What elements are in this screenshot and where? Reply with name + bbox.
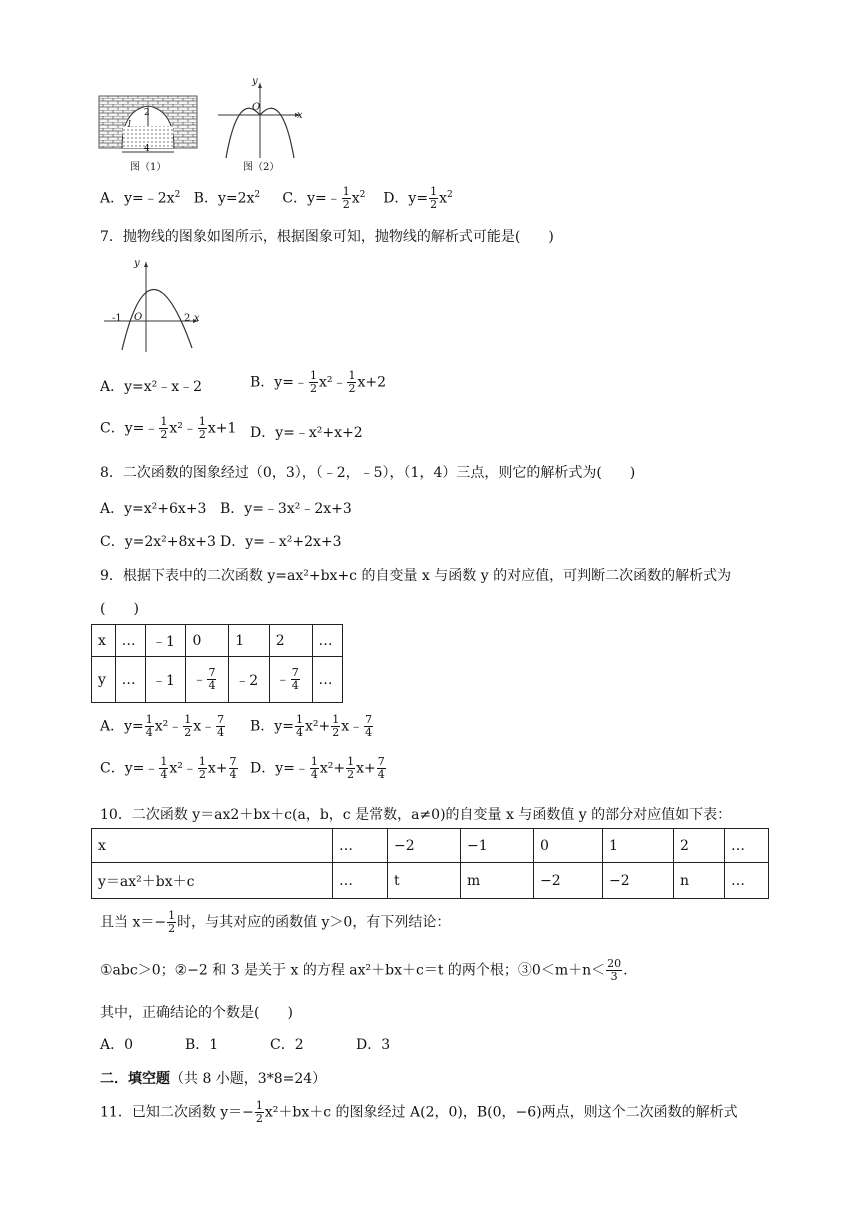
- q9-option-a: A．y= $\frac{1}{4}$ x²﹣ $\frac{1}{2}$ x﹣ $\frac{7}{4}$: [100, 713, 225, 739]
- q7-graph-y: y: [134, 258, 140, 269]
- q7-option-d: D．y=﹣x²+x+2: [250, 425, 363, 441]
- q10-cell: …: [333, 829, 388, 863]
- q8-option-c: C．y=2x²+8x+3: [100, 534, 216, 550]
- q7-option-c: C．y=﹣ $\frac{1}{2}$ x²﹣ $\frac{1}{2}$ x+1: [100, 415, 237, 441]
- q10-stem: 10．二次函数 y＝ax2＋bx＋c(a，b，c 是常数，a≠0)的自变量 x 与函数值 y 的部分对应值如下表：: [100, 807, 732, 823]
- q10-cell: …: [725, 863, 769, 899]
- q7-graph-minus1: -1: [112, 313, 122, 324]
- q10-cell: y＝ax²＋bx＋c: [92, 863, 333, 899]
- q9-cell: ﹣1: [145, 625, 185, 657]
- q9-cell: 2: [269, 625, 312, 657]
- q8-option-a: A．y=x²+6x+3: [100, 501, 207, 517]
- fig1-l-label: l: [128, 120, 131, 130]
- fig1-width-label: 4: [144, 144, 150, 154]
- q9-cell: ﹣ $\frac{7}{4}$: [186, 657, 229, 703]
- q10-cell: t: [388, 863, 461, 899]
- q10-option-b: B．1: [185, 1037, 219, 1053]
- q10-table: [91, 828, 769, 899]
- q6-option-d: D．y=: [383, 190, 429, 207]
- q6-option-c: C．y=﹣: [282, 190, 341, 207]
- fig2-origin-label: O: [252, 102, 261, 113]
- fig2-y-label: y: [252, 76, 258, 87]
- q9-cell: 0: [186, 625, 229, 657]
- fig2-caption: 图（2）: [243, 162, 280, 173]
- fig2-x-label: x: [297, 110, 303, 121]
- q10-cell: −2: [534, 863, 603, 899]
- q8-option-b: B．y=﹣3x²﹣2x+3: [220, 501, 352, 517]
- q8-option-d: D．y=﹣x²+2x+3: [220, 534, 342, 550]
- q7-option-b: B．y=﹣ $\frac{1}{2}$ x²﹣ $\frac{1}{2}$ x+2: [250, 369, 386, 395]
- q7-stem: 7．抛物线的图象如图所示，根据图象可知，抛物线的解析式可能是( ): [100, 229, 554, 245]
- q9-option-b: B．y= $\frac{1}{4}$ x²+ $\frac{1}{2}$ x﹣ $\frac{7}{4}$: [250, 713, 373, 739]
- q10-cell: x: [92, 829, 333, 863]
- q9-cell: …: [312, 657, 342, 703]
- q6-option-a: A．y=﹣2x: [100, 190, 175, 207]
- q9-cell: ﹣1: [145, 657, 185, 703]
- q10-option-c: C．2: [270, 1037, 304, 1053]
- q9-cell: x: [92, 625, 116, 657]
- q10-cell: n: [674, 863, 725, 899]
- q9-cell: …: [115, 657, 145, 703]
- q10-cell: 0: [534, 829, 603, 863]
- q10-question: 其中，正确结论的个数是( ): [100, 1005, 293, 1021]
- fig1-height-label: 2: [144, 108, 150, 118]
- q6-options: A．$y=﹣2x^2$ B．$y=2x^2$ C．y=﹣ $\frac{1}{2}$ $x^2$ D．y= $\frac{1}{2}$ $x^2$: [100, 185, 453, 211]
- q9-cell: …: [312, 625, 342, 657]
- q7-graph-origin: O: [134, 312, 143, 323]
- q10-cell: −2: [388, 829, 461, 863]
- q10-option-a: A．0: [100, 1037, 134, 1053]
- q6-option-b: B．y=2x: [193, 190, 255, 207]
- q9-cell: 1: [229, 625, 269, 657]
- q10-cell: m: [461, 863, 534, 899]
- q7-graph-two: 2: [184, 313, 191, 324]
- q9-cell: …: [115, 625, 145, 657]
- q9-option-c: C．y=﹣ $\frac{1}{4}$ x²﹣ $\frac{1}{2}$ x+ $\frac{7}{4}$: [100, 755, 237, 781]
- q9-paren: ( ): [100, 601, 139, 617]
- q9-cell: ﹣2: [229, 657, 269, 703]
- q9-cell: ﹣ $\frac{7}{4}$: [269, 657, 312, 703]
- q9-stem: 9．根据下表中的二次函数 y=ax²+bx+c 的自变量 x 与函数 y 的对应值，可判断二次函数的解析式为: [100, 568, 732, 584]
- section-2-heading: 二．填空题（共 8 小题，3*8=24）: [100, 1071, 327, 1087]
- fig1-caption: 图（1）: [130, 162, 167, 173]
- q8-stem: 8．二次函数的图象经过（0，3），（﹣2，﹣5），（1，4）三点，则它的解析式为( ): [100, 465, 636, 481]
- q10-cell: …: [725, 829, 769, 863]
- q9-option-d: D．y=﹣ $\frac{1}{4}$ x²+ $\frac{1}{2}$ x+ $\frac{7}{4}$: [250, 755, 385, 781]
- q10-condition: 且当 x＝− $\frac{1}{2}$ 时，与其对应的函数值 y＞0，有下列结论：: [100, 909, 451, 935]
- q9-table: [91, 624, 343, 703]
- q7-graph: [102, 258, 202, 356]
- q10-cell: 1: [603, 829, 674, 863]
- q10-option-d: D．3: [356, 1037, 391, 1053]
- q10-cell: 2: [674, 829, 725, 863]
- q7-graph-x: x: [194, 313, 200, 324]
- q10-cell: −1: [461, 829, 534, 863]
- q9-cell: y: [92, 657, 116, 703]
- q10-cell: −2: [603, 863, 674, 899]
- q7-option-a: A．y=x²﹣x﹣2: [100, 379, 203, 395]
- q10-cell: …: [333, 863, 388, 899]
- q11-stem: 11．已知二次函数 y＝− $\frac{1}{2}$ x²＋bx＋c 的图象经过 A(2，0)，B(0，−6)两点，则这个二次函数的解析式: [100, 1099, 738, 1125]
- q10-conclusions: ①abc＞0；②−2 和 3 是关于 x 的方程 ax²＋bx＋c＝t 的两个根；③0＜m＋n＜ $\frac{20}{3}$ .: [100, 957, 628, 983]
